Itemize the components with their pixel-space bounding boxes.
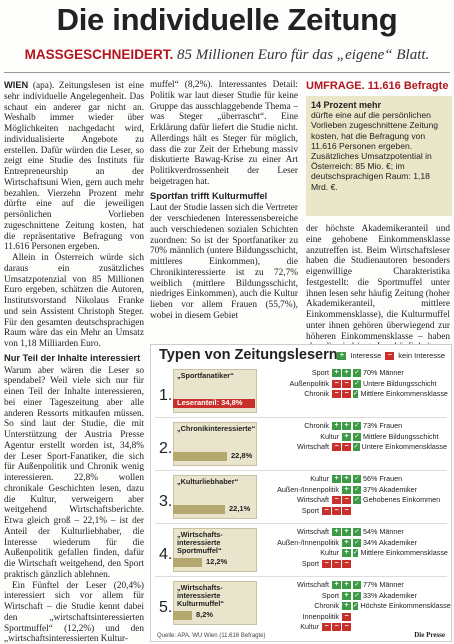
category-name: Außen-/Innenpolitik xyxy=(277,537,339,547)
interest-category xyxy=(259,622,351,633)
box-highlight: 14 Prozent mehr xyxy=(311,100,382,110)
plus-icon: + xyxy=(342,528,351,536)
fact-text: Untere Bildungsschicht xyxy=(363,378,437,388)
fact-text: 73% Frauen xyxy=(363,421,403,430)
demographics xyxy=(353,580,451,612)
minus-icon: − xyxy=(342,507,351,515)
paragraph: Allein in Österreich würde sich daraus ein zusätzliches Umsatzpotenzial von 85 Millionen Euro ergeben, schätzen die Autoren, Institutsvorstand Nikolaus Franke und sein Assistent Christoph Steger. Für den gesamten deutschsprachigen Raum wäre das ein Mehr an Umsatz von 1,18 Milliarden Euro. xyxy=(4,253,144,349)
fact-text: Mittlere Einkommensklasse xyxy=(360,548,448,557)
interest-categories xyxy=(259,368,351,400)
interest-category xyxy=(259,379,351,390)
plus-icon: + xyxy=(342,581,351,589)
demographic-fact xyxy=(353,442,447,453)
category-name: Kultur xyxy=(310,474,329,483)
minus-icon: − xyxy=(332,623,341,631)
demographic-fact xyxy=(353,591,447,602)
survey-info-box xyxy=(306,80,452,220)
category-name: Wirtschaft xyxy=(297,580,329,589)
category-name: Wirtschaft xyxy=(297,495,329,504)
check-icon: ✓ xyxy=(354,581,360,589)
category-name: Kultur xyxy=(320,548,339,557)
minus-icon: − xyxy=(322,560,331,568)
interest-category xyxy=(259,612,351,623)
headline: Die individuelle Zeitung xyxy=(56,2,398,37)
fact-text: 54% Männer xyxy=(363,527,404,536)
category-name: Sport xyxy=(321,590,339,600)
share-bar xyxy=(173,611,192,620)
type-number: 5. xyxy=(159,599,173,616)
paragraph: der höchste Akademikeranteil und eine gehobene Einkommensklasse anzutreffen ist. Beim Wirtschaftsleser haben die Studienautoren besonders eigenwillige Charakteristika festgestellt: die Sportmuffel unter ihnen lesen sehr häufig Zeitung (hoher Akademikeranteil, mittlere Einkommensklasse), die Kulturmuffel unter ihnen gehören überwiegend zur höheren Einkommensklasse – haben xyxy=(306,224,450,342)
check-icon: ✓ xyxy=(354,422,360,430)
check-icon: ✓ xyxy=(353,390,359,398)
interest-category xyxy=(259,527,351,538)
dateline: WIEN xyxy=(4,80,29,90)
interest-category xyxy=(259,601,351,612)
subheadline xyxy=(0,47,454,64)
check-icon: ✓ xyxy=(354,475,360,483)
share-bar xyxy=(173,558,202,567)
fact-text: Höchste Einkommensklasse xyxy=(360,601,451,610)
plus-icon: + xyxy=(342,592,351,600)
plus-icon: + xyxy=(342,369,351,377)
check-icon: ✓ xyxy=(354,538,360,546)
demographic-fact xyxy=(353,485,447,496)
reader-type-row xyxy=(155,367,447,415)
type-number: 4. xyxy=(159,546,173,563)
check-icon: ✓ xyxy=(353,549,359,557)
graphic-legend xyxy=(337,351,445,360)
article-column-2 xyxy=(150,80,298,342)
category-name: Chronik xyxy=(314,601,339,610)
category-name: Chronik xyxy=(304,421,329,430)
minus-icon: − xyxy=(332,443,341,451)
minus-icon: − xyxy=(332,507,341,515)
demographic-fact xyxy=(353,601,451,612)
publisher-logo: Die Presse xyxy=(414,631,445,639)
subhead-kicker: MASSGESCHNEIDERT. xyxy=(24,47,174,62)
interest-category xyxy=(259,421,351,432)
box-title: UMFRAGE. 11.616 Befragte xyxy=(306,80,449,92)
category-name: Außen-/Innenpolitik xyxy=(277,484,339,494)
fact-text: 33% Akademiker xyxy=(363,590,417,600)
demographic-fact xyxy=(353,474,447,485)
minus-icon: − xyxy=(332,560,341,568)
category-name: Wirtschaft xyxy=(297,442,329,451)
plus-icon: + xyxy=(332,475,341,483)
article-column-3 xyxy=(306,224,450,342)
paragraph: muffel“ (8,2%). Interessantes Detail: Politik war laut dieser Studie für keine Gruppe das ausschlaggebende Thema – was Steger „überrascht“. Eine Erklärung dafür liefert die Studie nicht. Allerdings hält es Steger für möglich, dass die zur Zeit der Erhebung massiv diskutierte Bawag-Krise zu einer Art Politikverdrossenheit der Leser beigetragen hat. xyxy=(150,80,298,187)
category-name: Außenpolitik xyxy=(289,378,329,388)
check-icon: ✓ xyxy=(353,602,359,610)
category-name: Innenpolitik xyxy=(302,611,339,621)
minus-icon: − xyxy=(342,613,351,621)
plus-icon: + xyxy=(332,422,341,430)
paragraph xyxy=(4,80,144,253)
fact-text: Mittlere Bildungsschicht xyxy=(363,431,439,441)
share-label: 22,8% xyxy=(231,451,253,460)
box-body xyxy=(306,96,452,216)
check-icon: ✓ xyxy=(354,432,360,440)
category-name: Kultur xyxy=(320,431,339,441)
interest-category xyxy=(259,591,351,602)
check-icon: ✓ xyxy=(354,591,360,599)
demographics xyxy=(353,527,447,559)
demographic-fact xyxy=(353,495,447,506)
plus-icon: + xyxy=(342,475,351,483)
header-rule xyxy=(4,72,450,73)
demographic-fact xyxy=(353,548,447,559)
fact-text: 77% Männer xyxy=(363,580,404,589)
demographic-fact xyxy=(353,580,447,591)
reader-type-row xyxy=(155,526,447,574)
type-name: „Kulturliebhaber“ xyxy=(177,477,239,486)
legend-no-interest: kein Interesse xyxy=(398,351,445,360)
minus-icon: − xyxy=(342,380,351,388)
interest-categories xyxy=(259,421,351,453)
section-heading: Nur Teil der Inhalte interessiert xyxy=(4,352,141,363)
plus-icon: + xyxy=(342,486,351,494)
paragraph: Ein Fünftel der Leser (20,4%) interessiert sich vor allem für Wirtschaft – die Studie kennt dabei den „wirtschaftsinteressierten Sportmuffel“ (12,2%) und den „wirtschaftsinteressierten Kultur- xyxy=(4,580,144,644)
reader-type-row xyxy=(155,473,447,521)
graphic-source: Quelle: APA, WU Wien (11.616 Befragte) xyxy=(157,633,266,639)
category-name: Sport xyxy=(301,505,319,515)
interest-category xyxy=(259,389,351,400)
plus-icon: + xyxy=(332,528,341,536)
reader-type-row xyxy=(155,579,451,631)
interest-categories xyxy=(259,474,351,516)
box-text: dürfte eine auf die persönlichen Vorlieben zugeschnittene Zeitung kosten, hat die Befragung von 11.616 Personen ergeben. Zusätzliches Umsatzpotential in Österreich: 85 Mio. €; im deutschsprachigen Raum: 1,18 Mrd. €. xyxy=(311,110,439,192)
type-number: 3. xyxy=(159,493,173,510)
minus-icon: − xyxy=(342,496,351,504)
minus-icon: − xyxy=(322,623,331,631)
interest-category xyxy=(259,548,351,559)
row-divider xyxy=(155,523,447,524)
minus-icon: − xyxy=(342,560,351,568)
category-name: Kultur xyxy=(300,622,319,631)
check-icon: ✓ xyxy=(354,369,360,377)
fact-text: 56% Frauen xyxy=(363,474,403,483)
fact-text: Untere Einkommensklasse xyxy=(361,442,447,451)
interest-category xyxy=(259,485,351,496)
interest-category xyxy=(259,432,351,443)
category-name: Wirtschaft xyxy=(297,527,329,536)
demographic-fact xyxy=(353,379,447,390)
interest-category xyxy=(259,442,351,453)
type-name: „Chronikinteressierte“ xyxy=(177,424,256,433)
minus-icon: − xyxy=(342,390,351,398)
minus-icon: − xyxy=(332,390,341,398)
row-divider xyxy=(155,576,447,577)
minus-icon: − xyxy=(322,507,331,515)
demographics xyxy=(353,421,447,453)
demographic-fact xyxy=(353,368,447,379)
legend-interest: Interesse xyxy=(350,351,382,360)
minus-icon: − xyxy=(342,443,351,451)
plus-icon: + xyxy=(337,352,346,360)
share-label: Leseranteil: 34,8% xyxy=(177,398,243,407)
demographic-fact xyxy=(353,527,447,538)
demographic-fact xyxy=(353,538,447,549)
type-name: „Sportfanatiker“ xyxy=(177,371,234,380)
reader-type-row xyxy=(155,420,447,468)
graphic-title: Typen von Zeitungslesern xyxy=(159,347,338,363)
interest-categories xyxy=(259,580,351,633)
category-name: Chronik xyxy=(304,389,329,398)
plus-icon: + xyxy=(342,602,351,610)
minus-icon: − xyxy=(342,623,351,631)
minus-icon: − xyxy=(332,496,341,504)
plus-icon: + xyxy=(332,369,341,377)
check-icon: ✓ xyxy=(354,485,360,493)
check-icon: ✓ xyxy=(354,528,360,536)
article-column-1 xyxy=(4,80,144,642)
section-heading: Sportfan trifft Kulturmuffel xyxy=(150,190,268,201)
interest-category xyxy=(259,368,351,379)
fact-text: 70% Männer xyxy=(363,368,404,377)
type-number: 2. xyxy=(159,440,173,457)
plus-icon: + xyxy=(342,433,351,441)
demographics xyxy=(353,368,447,400)
demographic-fact xyxy=(353,421,447,432)
share-label: 8,2% xyxy=(196,610,214,619)
interest-category xyxy=(259,506,351,517)
category-name: Sport xyxy=(311,368,329,377)
share-bar xyxy=(173,452,227,461)
share-label: 12,2% xyxy=(206,557,228,566)
interest-category xyxy=(259,538,351,549)
paragraph-text: (apa). Zeitungslesen ist eine sehr individuelle Angelegenheit. Das schaut ein anderer gar nicht an. Weshalb immer wieder über Möglichkeiten nachgedacht wird, individualisierte Angebote zu erstellen. Dafür würden die Leser, so zeigt eine Studie des Instituts für Entrepreneurship an der Wirtschaftsuni Wien, gern auch mehr bezahlen. Vierzehn Prozent mehr dürfte eine auf die jeweiligen persönlichen Vorlieben zugeschnittene Zeitung kosten, hat die repräsentative Befragung von 11.616 Personen ergeben. xyxy=(4,81,144,253)
paragraph: Laut der Studie lassen sich die Vertreter der verschiedenen Interessensbereiche auch verschiedenen sozialen Schichten zuordnen: So ist der Sportfanatiker zu 70% männlich (untere Bildungsschicht, mittleres Einkommen), die Chronikinteressierte ist zu 72,7% weiblich (mittlere Bildungsschicht, niedriges Einkommen), auch die Kultur lieben vor allem Frauen (55,7%), wobei in diesem Gebiet xyxy=(150,203,299,321)
interest-category xyxy=(259,580,351,591)
row-divider xyxy=(155,470,447,471)
demographic-fact xyxy=(353,432,447,443)
type-name: „Wirtschafts-interessierte Sportmuffel“ xyxy=(177,530,223,556)
demographic-fact xyxy=(353,389,447,400)
type-name: „Wirtschafts-interessierte Kulturmuffel“ xyxy=(177,583,225,609)
share-bar xyxy=(173,505,225,514)
category-name: Sport xyxy=(301,558,319,568)
fact-text: 34% Akademiker xyxy=(363,537,417,547)
subhead-text: 85 Millionen Euro für das „eigene“ Blatt. xyxy=(176,47,430,63)
check-icon: ✓ xyxy=(354,496,360,504)
minus-icon: − xyxy=(332,380,341,388)
minus-icon: − xyxy=(385,352,394,360)
interest-category xyxy=(259,474,351,485)
interest-categories xyxy=(259,527,351,569)
demographics xyxy=(353,474,447,506)
share-label: 22,1% xyxy=(229,504,251,513)
check-icon: ✓ xyxy=(354,379,360,387)
plus-icon: + xyxy=(342,422,351,430)
interest-category xyxy=(259,559,351,570)
type-number: 1. xyxy=(159,387,173,404)
plus-icon: + xyxy=(342,549,351,557)
fact-text: Gehobenes Einkommen xyxy=(363,495,441,504)
fact-text: Mittlere Einkommensklasse xyxy=(360,389,448,398)
plus-icon: + xyxy=(332,581,341,589)
row-divider xyxy=(155,417,447,418)
plus-icon: + xyxy=(342,539,351,547)
interest-category xyxy=(259,495,351,506)
reader-types-graphic xyxy=(150,344,452,642)
check-icon: ✓ xyxy=(353,443,359,451)
paragraph: Warum aber wären die Leser so spendabel? Weil viele sich nur für einen Teil der Inhalte interessieren, bei einer Tageszeitung aber alle anderen Ressorts mitkaufen müssen. So sind laut der Studie, die mit Unterstützung der Austria Presse Agentur erstellt worden ist, 34,8% der Leser Sport-Fanatiker, die sich für Außenpolitik und Chronik wenig interessieren. 22,8% wollen chronikale Geschichten lesen, dazu die Kultur, verweigern aber weitgehend Wirtschaftsberichte. Etwa gleich groß – 22,1% – ist der Anteil der Kulturliebhaber, die Interesse wiederum für die Außenpolitik gefallen finden, dafür die Wirtschaft weitgehend, den Sport praktisch gänzlich ablehnen. xyxy=(4,365,144,580)
fact-text: 37% Akademiker xyxy=(363,484,417,494)
